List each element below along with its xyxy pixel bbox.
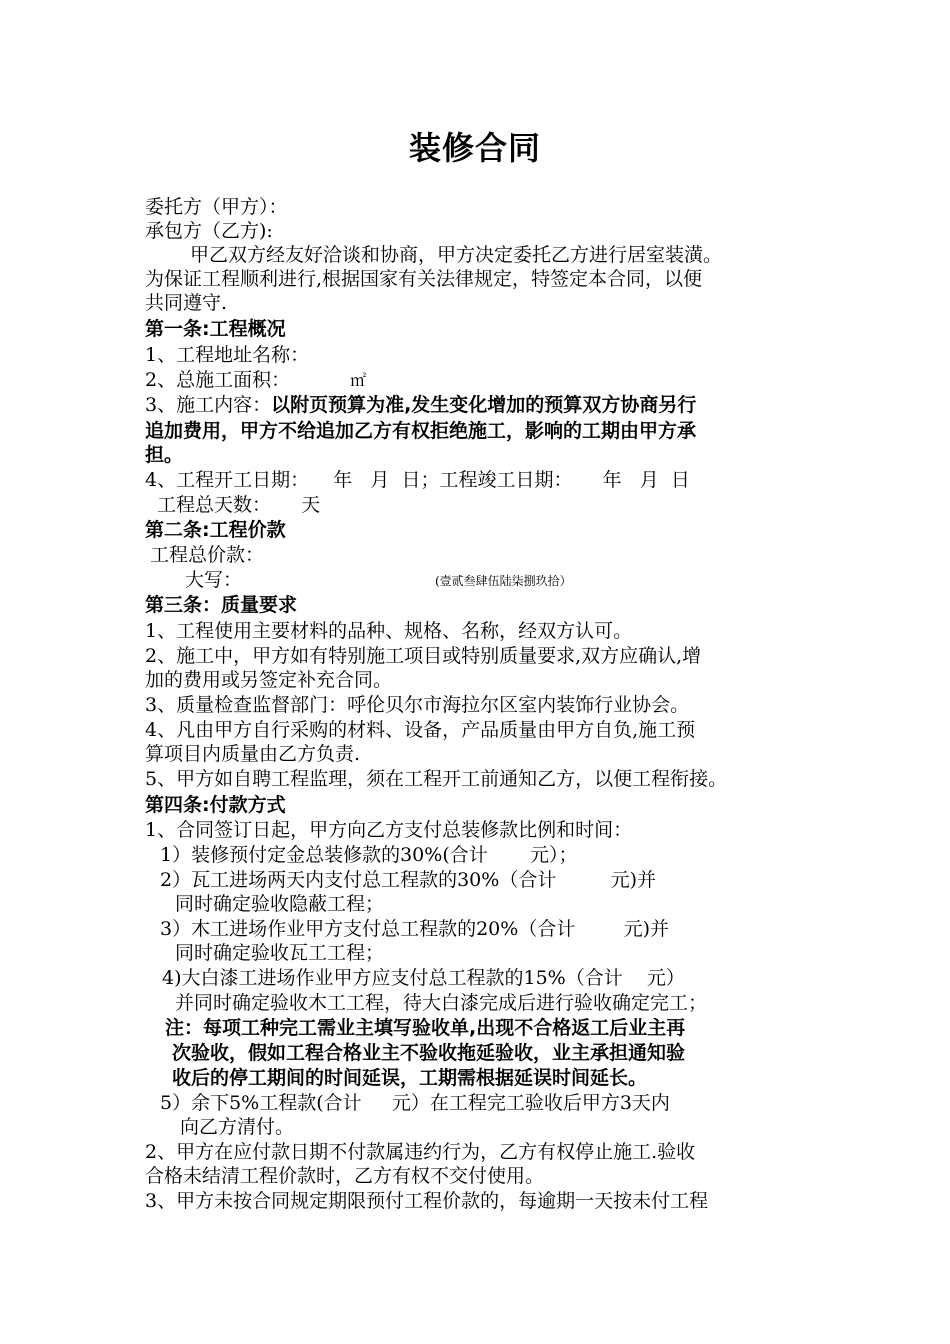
payment-item-5-cont: 向乙方清付。 [180,1116,295,1138]
total-price: 工程总价款： [150,544,265,566]
intro-line-1: 甲乙双方经友好洽谈和协商，甲方决定委托乙方进行居室装潢。 [190,244,723,266]
construction-content-bold-2: 追加费用，甲方不给追加乙方有权拒绝施工，影响的工期由甲方承 [145,420,697,442]
payment-item-3: 3）木工进场作业甲方支付总工程款的20%（合计 元)并 [160,918,670,940]
payment-item-3-cont: 同时确定验收瓦工工程； [175,942,385,964]
note-line-2: 次验收，假如工程合格业主不验收拖延验收，业主承担通知验 [172,1042,686,1064]
payment-item-4: 4)大白漆工进场作业甲方应支付总工程款的15%（合计 元） [162,967,685,989]
capital-amount-hint: (壹贰叁肆伍陆柒捌玖拾） [435,574,572,588]
note-line-1: 注：每项工种完工需业主填写验收单,出现不合格返工后业主再 [165,1017,686,1039]
quality-line-7: 5、甲方如自聘工程监理，须在工程开工前通知乙方，以便工程衔接。 [145,768,728,790]
quality-line-2: 2、施工中，甲方如有特别施工项目或特别质量要求,双方应确认,增 [145,645,702,667]
article1-heading: 第一条:工程概况 [145,318,286,340]
construction-content [145,393,696,417]
quality-line-4: 3、质量检查监督部门：呼伦贝尔市海拉尔区室内装饰行业协会。 [145,694,690,716]
construction-area-label: 2、总施工面积： [145,369,291,391]
construction-content-bold-1: 以附页预算为准,发生变化增加的预算双方协商另行 [271,394,697,416]
payment-clause-3: 3、甲方未按合同规定期限预付工程价款的，每逾期一天按未付工程 [145,1190,709,1212]
article4-heading: 第四条:付款方式 [145,794,286,816]
project-address: 1、工程地址名称： [145,344,310,366]
payment-item-4-cont: 并同时确定验收木工工程，待大白漆完成后进行验收确定完工； [175,992,708,1014]
payment-intro: 1、合同签订日起，甲方向乙方支付总装修款比例和时间： [145,819,633,841]
capital-amount-label: 大写： [185,569,243,591]
quality-line-3: 加的费用或另签定补充合同。 [145,669,393,691]
construction-content-bold-3: 担。 [145,444,184,466]
payment-item-5: 5）余下5%工程款(合计 元）在工程完工验收后甲方3天内 [160,1092,670,1114]
project-dates: 4、工程开工日期： 年 月 日；工程竣工日期： 年 月 日 [145,469,690,491]
note-line-3: 收后的停工期间的时间延误，工期需根据延误时间延长。 [172,1067,648,1089]
area-unit: ㎡ [350,371,367,390]
intro-line-3: 共同遵守. [145,292,228,314]
party-a-label: 委托方（甲方）： [145,196,288,218]
payment-item-2-cont: 同时确定验收隐蔽工程； [175,893,385,915]
article2-heading: 第二条:工程价款 [145,519,286,541]
payment-item-1: 1）装修预付定金总装修款的30%(合计 元）； [160,844,578,866]
quality-line-6: 算项目内质量由乙方负责. [145,743,361,765]
intro-line-2: 为保证工程顺利进行,根据国家有关法律规定，特签定本合同，以便 [145,268,703,290]
construction-area [145,368,366,393]
contract-title: 装修合同 [408,129,541,167]
construction-content-label: 3、施工内容： [145,394,272,416]
quality-line-5: 4、凡由甲方自行采购的材料、设备，产品质量由甲方自负,施工预 [145,719,696,741]
payment-item-2: 2）瓦工进场两天内支付总工程款的30%（合计 元)并 [160,869,657,891]
quality-line-1: 1、工程使用主要材料的品种、规格、名称，经双方认可。 [145,620,633,642]
payment-clause-2-line-1: 2、甲方在应付款日期不付款属违约行为，乙方有权停止施工.验收 [145,1141,696,1163]
article3-heading: 第三条：质量要求 [145,594,298,616]
payment-clause-2-line-2: 合格未结清工程价款时，乙方有权不交付使用。 [145,1165,545,1187]
party-b-label: 承包方（乙方): [145,220,273,242]
total-days: 工程总天数： 天 [157,494,321,516]
